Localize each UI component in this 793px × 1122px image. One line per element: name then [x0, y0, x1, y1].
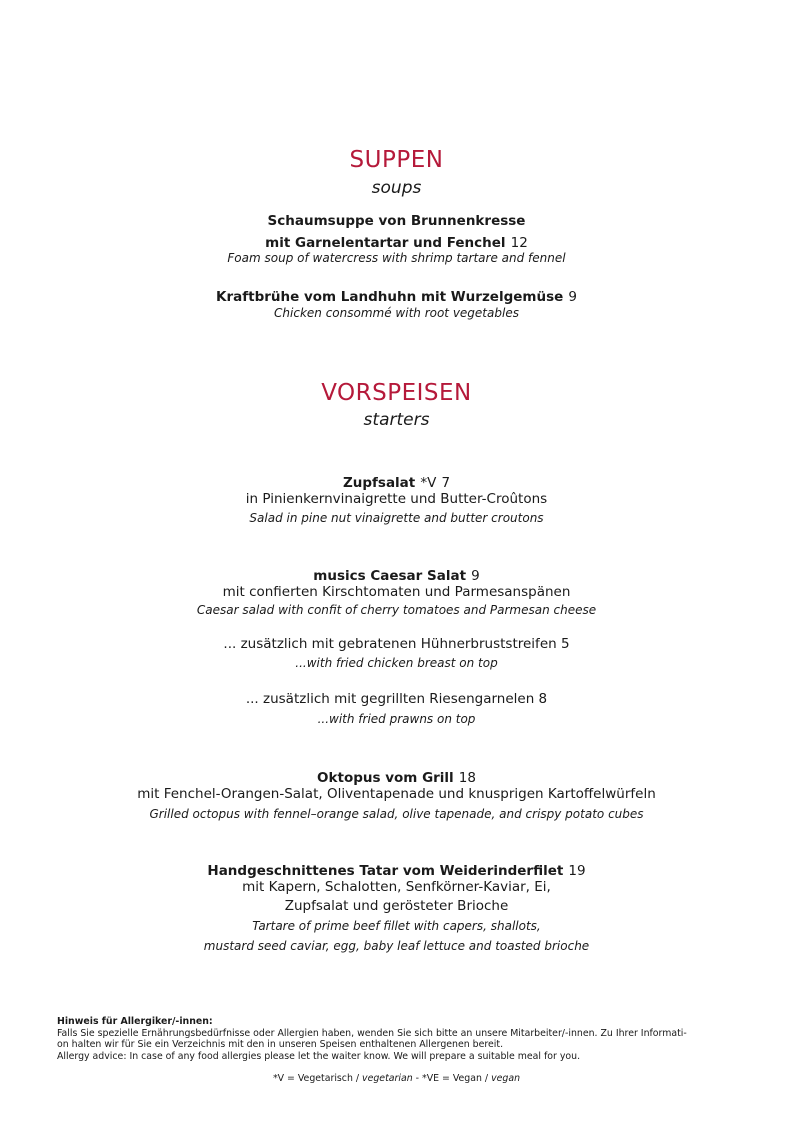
schaumsuppe-english: Foam soup of watercress with shrimp tartare and fennel	[227, 251, 566, 265]
caesar-english: Caesar salad with confit of cherry tomatoes and Parmesan cheese	[196, 603, 597, 617]
oktopus-english: Grilled octopus with fennel–orange salad, olive tapenade, and crispy potato cubes	[149, 807, 644, 821]
schaumsuppe-name-line1: Schaumsuppe von Brunnenkresse	[267, 213, 526, 229]
section-subtitle-starters: starters	[363, 410, 430, 430]
legend-ve-english: vegan	[491, 1073, 521, 1084]
caesar-price: 9	[471, 568, 480, 584]
caesar-chicken-english: ...with fried chicken breast on top	[295, 656, 498, 670]
tatar-row	[0, 860, 793, 879]
caesar-prawns-addon: ... zusätzlich mit gegrillten Riesengarnelen 8	[245, 691, 548, 707]
oktopus-price: 18	[458, 770, 476, 786]
kraftbruehe-row	[0, 286, 793, 305]
allergy-line2: on halten wir für Sie ein Verzeichnis mit den in unseren Speisen enthaltenen Allergenen bereit.	[57, 1039, 504, 1050]
zupfsalat-english: Salad in pine nut vinaigrette and butter croutons	[249, 511, 544, 525]
caesar-prawns-english: ...with fried prawns on top	[317, 712, 476, 726]
caesar-name: musics Caesar Salat	[313, 568, 467, 584]
zupfsalat-row	[0, 472, 793, 491]
kraftbruehe-english: Chicken consommé with root vegetables	[274, 306, 519, 320]
zupfsalat-price: 7	[441, 475, 451, 491]
oktopus-row	[0, 767, 793, 786]
diet-legend	[0, 1073, 793, 1084]
schaumsuppe-price: 12	[510, 235, 528, 251]
tatar-name: Handgeschnittenes Tatar vom Weiderinderfilet	[207, 863, 564, 879]
allergy-notice	[57, 1016, 687, 1062]
legend-ve-label: *VE = Vegan /	[422, 1073, 489, 1084]
caesar-row	[0, 565, 793, 584]
tatar-description-line1: mit Kapern, Schalotten, Senfkörner-Kaviar, Ei,	[242, 879, 551, 895]
allergy-line3: Allergy advice: In case of any food allergies please let the waiter know. We will prepare a suitable meal for you.	[57, 1050, 581, 1062]
legend-separator: -	[415, 1073, 420, 1084]
schaumsuppe-name-line2: mit Garnelentartar und Fenchel	[265, 235, 506, 251]
tatar-english-line2: mustard seed caviar, egg, baby leaf lettuce and toasted brioche	[203, 939, 590, 953]
caesar-chicken-addon: ... zusätzlich mit gebratenen Hühnerbruststreifen 5	[223, 636, 570, 652]
legend-v-label: *V = Vegetarisch /	[272, 1073, 360, 1084]
tatar-description-line2: Zupfsalat und gerösteter Brioche	[284, 898, 509, 914]
allergy-heading: Hinweis für Allergiker/-innen:	[57, 1016, 213, 1027]
zupfsalat-name: Zupfsalat	[342, 475, 416, 491]
schaumsuppe-name-line2-row	[0, 232, 793, 251]
zupfsalat-marker: *V	[420, 475, 437, 491]
section-title-soups: SUPPEN	[349, 147, 444, 173]
legend-v-english: vegetarian	[362, 1073, 413, 1084]
zupfsalat-description: in Pinienkernvinaigrette und Butter-Croûtons	[245, 491, 548, 507]
tatar-english-line1: Tartare of prime beef fillet with capers, shallots,	[252, 919, 541, 933]
section-subtitle-soups: soups	[371, 178, 422, 198]
allergy-line1: Falls Sie spezielle Ernährungsbedürfnisse oder Allergien haben, wenden Sie sich bitte an unsere Mitarbeiter/-innen. Zu Ihrer Informati-	[57, 1027, 687, 1039]
kraftbruehe-name: Kraftbrühe vom Landhuhn mit Wurzelgemüse	[216, 289, 564, 305]
section-title-starters: VORSPEISEN	[321, 380, 472, 406]
caesar-description: mit confierten Kirschtomaten und Parmesanspänen	[222, 584, 571, 600]
oktopus-description: mit Fenchel-Orangen-Salat, Oliventapenade und knusprigen Kartoffelwürfeln	[137, 786, 656, 802]
oktopus-name: Oktopus vom Grill	[317, 770, 454, 786]
tatar-price: 19	[568, 863, 586, 879]
kraftbruehe-price: 9	[568, 289, 577, 305]
